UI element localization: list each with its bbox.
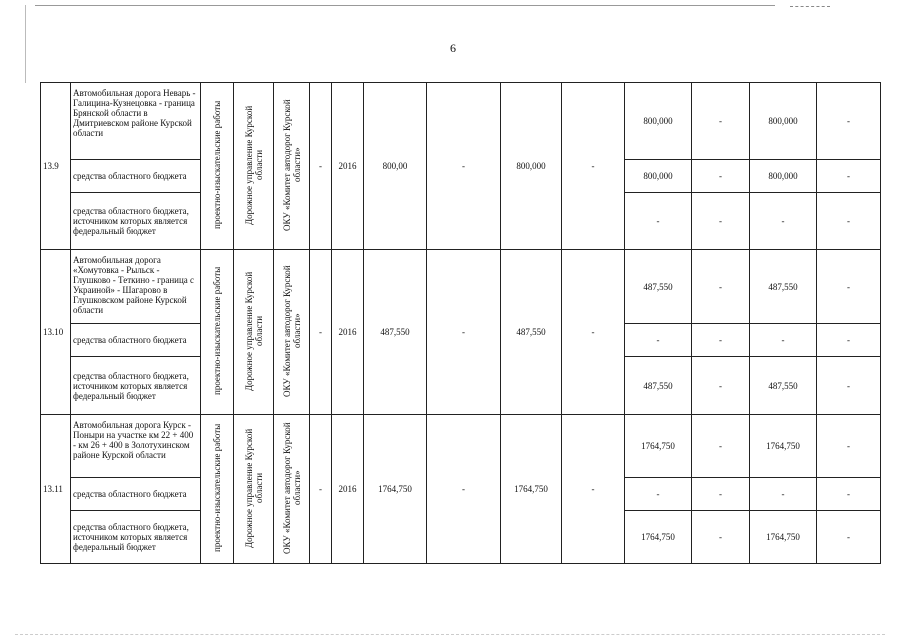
executor: ОКУ «Комитет автодорог Курской области» xyxy=(281,99,302,231)
executor-cell xyxy=(274,250,310,415)
funding-source: средства областного бюджета xyxy=(71,324,201,357)
value-cell: 800,000 xyxy=(750,83,817,160)
customer-cell xyxy=(234,415,274,564)
customer: Дорожное управление Курской области xyxy=(243,428,264,548)
dash-cell: - xyxy=(310,415,332,564)
value-cell: 487,550 xyxy=(625,357,692,415)
value-cell: - xyxy=(625,193,692,250)
funding-source: средства областного бюджета xyxy=(71,478,201,511)
customer-cell xyxy=(234,83,274,250)
row-number: 13.9 xyxy=(41,83,71,250)
value-cell: - xyxy=(817,324,881,357)
total-cell: 1764,750 xyxy=(501,415,562,564)
work-type-cell xyxy=(201,415,234,564)
value-cell: - xyxy=(817,250,881,324)
value-cell: 487,550 xyxy=(750,357,817,415)
year-cell: 2016 xyxy=(332,250,364,415)
value-cell: - xyxy=(817,478,881,511)
customer: Дорожное управление Курской области xyxy=(243,271,264,391)
value-cell: - xyxy=(625,324,692,357)
dash-cell: - xyxy=(562,250,625,415)
dash-cell: - xyxy=(562,415,625,564)
roads-table xyxy=(40,82,881,564)
row-number: 13.11 xyxy=(41,415,71,564)
funding-source: средства областного бюджета, источником которых является федеральный бюджет xyxy=(71,357,201,415)
value-cell: - xyxy=(692,193,750,250)
funding-source: средства областного бюджета, источником которых является федеральный бюджет xyxy=(71,193,201,250)
value-cell: - xyxy=(692,83,750,160)
year-cell: 2016 xyxy=(332,415,364,564)
value-cell: 800,000 xyxy=(625,160,692,193)
customer: Дорожное управление Курской области xyxy=(243,105,264,225)
value-cell: 1764,750 xyxy=(750,511,817,564)
cost-cell: 800,00 xyxy=(364,83,427,250)
value-cell: - xyxy=(692,478,750,511)
page-number: 6 xyxy=(450,41,456,55)
year-cell: 2016 xyxy=(332,83,364,250)
work-type: проектно-изыскательские работы xyxy=(212,100,222,230)
value-cell: 800,000 xyxy=(750,160,817,193)
value-cell: 487,550 xyxy=(750,250,817,324)
dash-cell: - xyxy=(427,250,501,415)
dash-cell: - xyxy=(310,83,332,250)
dash-cell: - xyxy=(562,83,625,250)
work-type: проектно-изыскательские работы xyxy=(212,423,222,553)
cost-cell: 1764,750 xyxy=(364,415,427,564)
left-border-line xyxy=(25,5,26,83)
road-name: Автомобильная дорога «Хомутовка - Рыльск - Глушково - Теткино - граница с Украиной» - Шагарово в Глушковском районе Курской области xyxy=(71,250,201,324)
value-cell: - xyxy=(692,511,750,564)
work-type-cell xyxy=(201,250,234,415)
customer-cell xyxy=(234,250,274,415)
bottom-dash-line xyxy=(15,634,885,635)
value-cell: - xyxy=(692,324,750,357)
row-number: 13.10 xyxy=(41,250,71,415)
value-cell: - xyxy=(692,415,750,478)
value-cell: 487,550 xyxy=(625,250,692,324)
value-cell: - xyxy=(817,83,881,160)
value-cell: - xyxy=(817,511,881,564)
value-cell: - xyxy=(750,193,817,250)
dash-cell: - xyxy=(427,415,501,564)
top-dash-line xyxy=(790,6,830,7)
road-name: Автомобильная дорога Курск - Поныри на участке км 22 + 400 - км 26 + 400 в Золотухинском районе Курской области xyxy=(71,415,201,478)
table-row xyxy=(41,250,881,324)
funding-source: средства областного бюджета, источником которых является федеральный бюджет xyxy=(71,511,201,564)
value-cell: - xyxy=(817,415,881,478)
funding-source: средства областного бюджета xyxy=(71,160,201,193)
value-cell: - xyxy=(750,324,817,357)
value-cell: - xyxy=(750,478,817,511)
executor: ОКУ «Комитет автодорог Курской области» xyxy=(281,422,302,554)
value-cell: - xyxy=(692,250,750,324)
dash-cell: - xyxy=(427,83,501,250)
executor-cell xyxy=(274,415,310,564)
value-cell: - xyxy=(692,160,750,193)
value-cell: - xyxy=(817,357,881,415)
value-cell: - xyxy=(817,160,881,193)
value-cell: - xyxy=(625,478,692,511)
top-border-line xyxy=(35,5,775,6)
table-row xyxy=(41,415,881,478)
value-cell: 1764,750 xyxy=(625,511,692,564)
total-cell: 487,550 xyxy=(501,250,562,415)
cost-cell: 487,550 xyxy=(364,250,427,415)
road-name: Автомобильная дорога Неварь - Галицина-Кузнецовка - граница Брянской области в Дмитриевском районе Курской области xyxy=(71,83,201,160)
value-cell: - xyxy=(817,193,881,250)
value-cell: 1764,750 xyxy=(625,415,692,478)
executor: ОКУ «Комитет автодорог Курской области» xyxy=(281,265,302,397)
value-cell: - xyxy=(692,357,750,415)
work-type: проектно-изыскательские работы xyxy=(212,266,222,396)
dash-cell: - xyxy=(310,250,332,415)
executor-cell xyxy=(274,83,310,250)
value-cell: 800,000 xyxy=(625,83,692,160)
value-cell: 1764,750 xyxy=(750,415,817,478)
table-row xyxy=(41,83,881,160)
work-type-cell xyxy=(201,83,234,250)
total-cell: 800,000 xyxy=(501,83,562,250)
